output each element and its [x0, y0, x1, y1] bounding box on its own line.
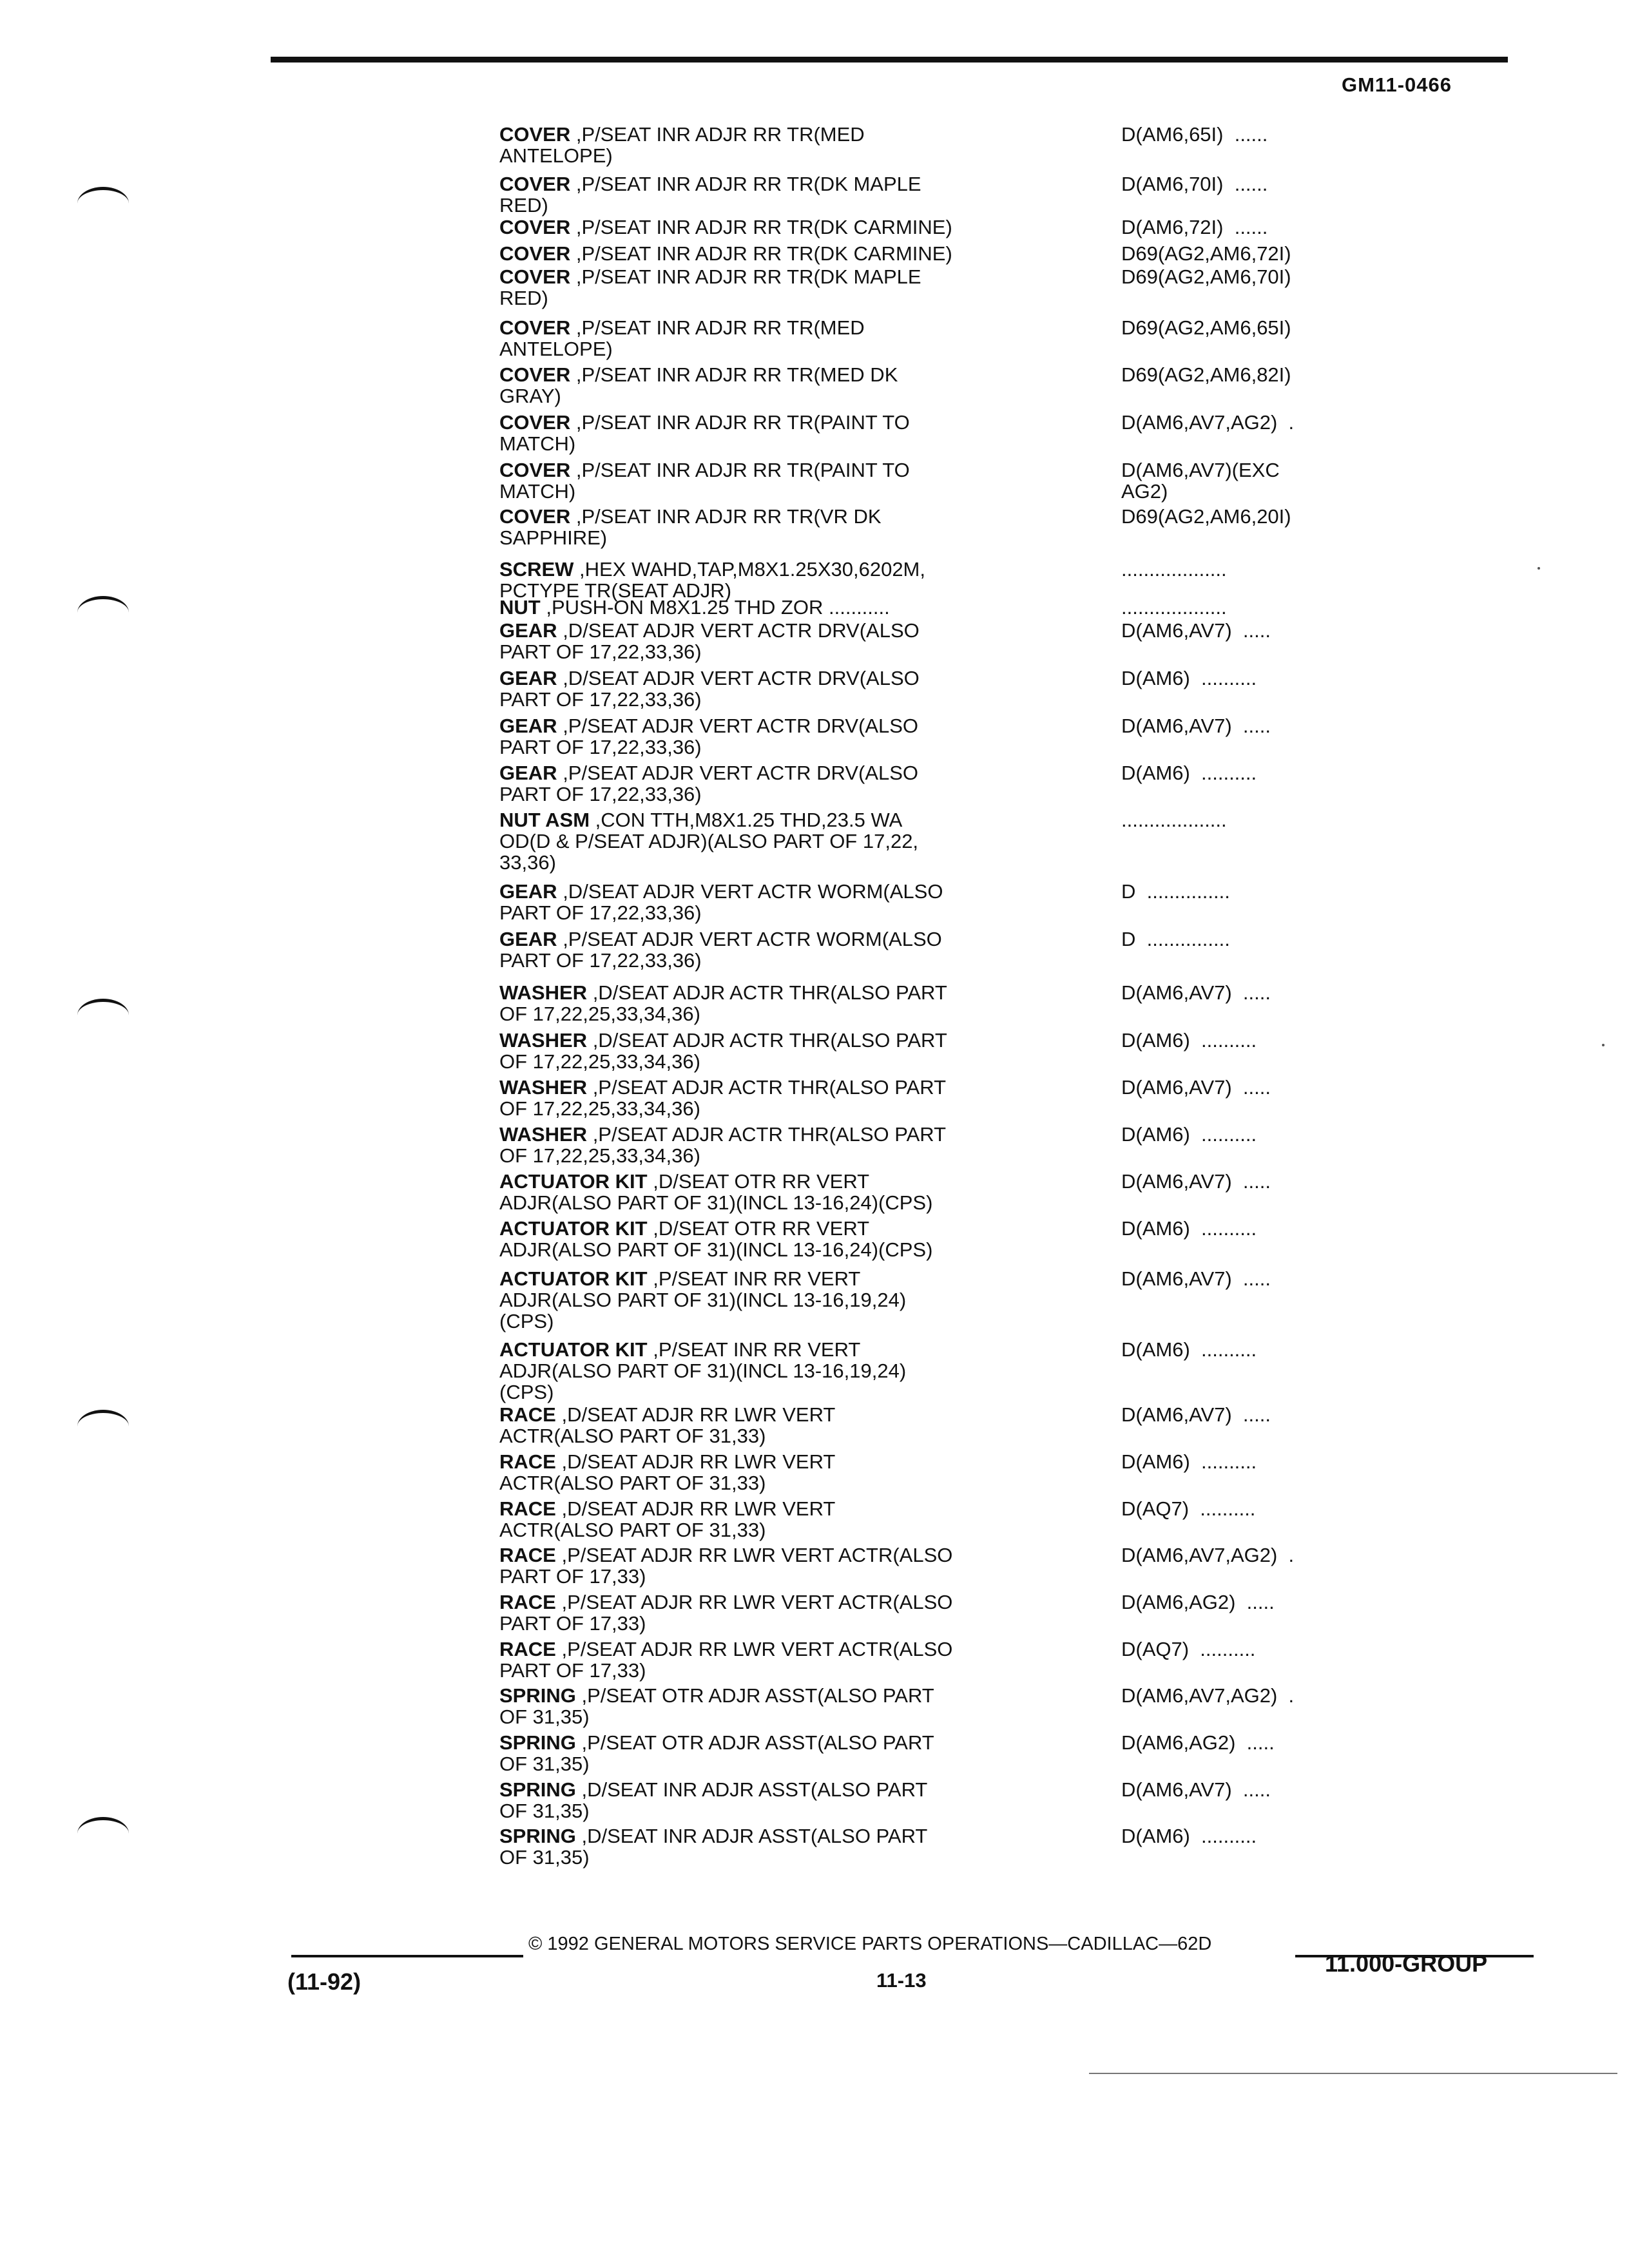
footer-group: 11.000-GROUP	[1325, 1950, 1488, 1977]
usage-code: D(AM6,72I) ......	[1121, 216, 1268, 238]
part-description-continued: (CPS)	[499, 1381, 554, 1404]
scan-edge-line	[1089, 2073, 1617, 2074]
part-description-continued: SAPPHIRE)	[499, 526, 608, 550]
part-description: ,D/SEAT INR ADJR ASST(ALSO PART	[575, 1825, 928, 1847]
part-description-line	[499, 1124, 946, 1144]
footer-page-number: 11-13	[876, 1969, 927, 1992]
part-description: ,PUSH-ON M8X1.25 THD ZOR ...........	[540, 596, 890, 619]
usage-code: D(AM6) ..........	[1121, 1217, 1257, 1240]
usage-code: ...................	[1121, 558, 1227, 581]
usage-code: D69(AG2,AM6,82I)	[1121, 363, 1291, 386]
scan-speck	[1537, 567, 1540, 570]
part-description: ,P/SEAT INR ADJR RR TR(DK CARMINE)	[570, 242, 952, 265]
part-description-continued: ACTR(ALSO PART OF 31,33)	[499, 1472, 766, 1495]
part-description: ,P/SEAT INR ADJR RR TR(MED DK	[570, 363, 898, 386]
part-description-line	[499, 716, 918, 736]
part-description: ,D/SEAT ADJR VERT ACTR WORM(ALSO	[557, 880, 943, 903]
usage-code: D(AM6,AG2) .....	[1121, 1591, 1275, 1613]
part-description-continued: PART OF 17,22,33,36)	[499, 688, 702, 711]
part-name: RACE	[499, 1638, 556, 1660]
scan-speck	[1602, 1044, 1605, 1046]
part-description: ,P/SEAT INR ADJR RR TR(MED	[570, 316, 865, 339]
punch-hole-mark	[77, 999, 129, 1019]
part-description-continued: PART OF 17,33)	[499, 1659, 646, 1682]
part-name: SPRING	[499, 1778, 576, 1801]
part-description: ,P/SEAT OTR ADJR ASST(ALSO PART	[575, 1731, 934, 1754]
part-description-continued: ADJR(ALSO PART OF 31)(INCL 13-16,24)(CPS)	[499, 1191, 933, 1215]
part-description-continued: ADJR(ALSO PART OF 31)(INCL 13-16,19,24)	[499, 1360, 907, 1383]
part-description-line	[499, 244, 952, 264]
usage-code: D(AQ7) ..........	[1121, 1638, 1256, 1660]
part-description-continued: PART OF 17,22,33,36)	[499, 736, 702, 759]
part-description-line	[499, 460, 910, 480]
part-description-line	[499, 881, 943, 901]
part-description-line	[499, 1405, 835, 1425]
part-description: ,D/SEAT ADJR RR LWR VERT	[555, 1450, 836, 1473]
part-description-continued: PART OF 17,33)	[499, 1565, 646, 1588]
part-description-line	[499, 1452, 835, 1472]
part-description-continued: OF 17,22,25,33,34,36)	[499, 1097, 700, 1120]
part-description-continued: OD(D & P/SEAT ADJR)(ALSO PART OF 17,22,	[499, 830, 919, 853]
part-description-line	[499, 929, 942, 949]
usage-code-continued: AG2)	[1121, 480, 1168, 503]
usage-code: D(AM6,AV7,AG2) .	[1121, 1684, 1295, 1707]
usage-code: D(AM6) ..........	[1121, 1825, 1257, 1847]
part-description-continued: 33,36)	[499, 851, 556, 874]
usage-code: D(AM6,AV7,AG2) .	[1121, 1544, 1295, 1566]
part-description-line	[499, 1639, 952, 1659]
part-description-line	[499, 559, 925, 579]
part-description: ,D/SEAT INR ADJR ASST(ALSO PART	[575, 1778, 928, 1801]
part-description-line	[499, 1171, 869, 1191]
part-description-line	[499, 1030, 947, 1050]
usage-code: D(AM6) ..........	[1121, 1338, 1257, 1361]
part-description: ,P/SEAT ADJR VERT ACTR DRV(ALSO	[557, 715, 919, 737]
usage-code: D(AM6,AV7) .....	[1121, 619, 1271, 642]
part-description: ,P/SEAT ADJR ACTR THR(ALSO PART	[587, 1123, 947, 1146]
part-description: ,P/SEAT INR ADJR RR TR(DK MAPLE	[570, 265, 921, 288]
usage-code: D(AM6,70I) ......	[1121, 173, 1268, 195]
part-name: SPRING	[499, 1684, 576, 1707]
part-name: COVER	[499, 265, 571, 288]
part-description: ,D/SEAT ADJR RR LWR VERT	[555, 1497, 836, 1520]
part-description: ,CON TTH,M8X1.25 THD,23.5 WA	[590, 809, 903, 831]
part-name: WASHER	[499, 1123, 588, 1146]
part-description: ,D/SEAT ADJR ACTR THR(ALSO PART	[587, 1029, 947, 1052]
part-description-line	[499, 365, 898, 385]
part-description: ,P/SEAT INR ADJR RR TR(PAINT TO	[570, 411, 910, 434]
part-description-continued: ANTELOPE)	[499, 144, 613, 168]
part-name: COVER	[499, 505, 571, 528]
part-name: NUT	[499, 596, 541, 619]
usage-code: D69(AG2,AM6,20I)	[1121, 505, 1291, 528]
part-name: ACTUATOR KIT	[499, 1267, 648, 1290]
usage-code: D(AM6,AV7) .....	[1121, 1403, 1271, 1426]
usage-code: D(AM6,AV7)(EXC	[1121, 459, 1280, 481]
part-description: ,D/SEAT OTR RR VERT	[647, 1170, 870, 1193]
part-description-continued: PART OF 17,33)	[499, 1612, 646, 1635]
part-name: SCREW	[499, 558, 574, 581]
part-description: ,P/SEAT INR ADJR RR TR(DK CARMINE)	[570, 216, 952, 238]
part-name: ACTUATOR KIT	[499, 1170, 648, 1193]
part-description-line	[499, 1826, 927, 1846]
part-description-continued: OF 17,22,25,33,34,36)	[499, 1144, 700, 1168]
part-name: COVER	[499, 363, 571, 386]
part-description-continued: (CPS)	[499, 1310, 554, 1333]
usage-code: D ...............	[1121, 928, 1230, 950]
part-name: SPRING	[499, 1825, 576, 1847]
usage-code: D(AQ7) ..........	[1121, 1497, 1256, 1520]
usage-code: D(AM6,AG2) .....	[1121, 1731, 1275, 1754]
part-description-continued: ACTR(ALSO PART OF 31,33)	[499, 1425, 766, 1448]
part-description-continued: RED)	[499, 194, 548, 217]
part-description: ,D/SEAT ADJR VERT ACTR DRV(ALSO	[557, 619, 920, 642]
part-name: RACE	[499, 1544, 556, 1566]
usage-code: D(AM6) ..........	[1121, 1123, 1257, 1146]
part-name: SPRING	[499, 1731, 576, 1754]
usage-code: D69(AG2,AM6,72I)	[1121, 242, 1291, 265]
usage-code: D(AM6) ..........	[1121, 667, 1257, 689]
usage-code: D69(AG2,AM6,70I)	[1121, 265, 1291, 288]
punch-hole-mark	[77, 187, 129, 207]
part-name: WASHER	[499, 1029, 588, 1052]
part-description: ,D/SEAT ADJR RR LWR VERT	[555, 1403, 836, 1426]
part-description: ,P/SEAT INR ADJR RR TR(MED	[570, 123, 865, 146]
usage-code: D(AM6) ..........	[1121, 1450, 1257, 1473]
usage-code: D(AM6,AV7) .....	[1121, 1267, 1271, 1290]
part-description: ,P/SEAT INR RR VERT	[647, 1338, 861, 1361]
part-name: COVER	[499, 316, 571, 339]
part-description: ,P/SEAT INR ADJR RR TR(PAINT TO	[570, 459, 910, 481]
part-description-line	[499, 1269, 860, 1289]
part-description-line	[499, 810, 902, 830]
part-name: COVER	[499, 173, 571, 195]
part-description: ,P/SEAT ADJR ACTR THR(ALSO PART	[587, 1076, 947, 1099]
usage-code: ...................	[1121, 596, 1227, 619]
part-description-continued: MATCH)	[499, 432, 576, 456]
part-description-continued: OF 31,35)	[499, 1800, 590, 1823]
usage-code: ...................	[1121, 809, 1227, 831]
part-description-continued: OF 17,22,25,33,34,36)	[499, 1050, 700, 1073]
part-description-line	[499, 1780, 927, 1800]
part-description-continued: PCTYPE TR(SEAT ADJR)	[499, 579, 732, 602]
part-description: ,P/SEAT ADJR RR LWR VERT ACTR(ALSO	[555, 1544, 953, 1566]
part-description-line	[499, 1218, 869, 1238]
part-description: ,P/SEAT ADJR RR LWR VERT ACTR(ALSO	[555, 1591, 953, 1613]
part-description: ,P/SEAT ADJR RR LWR VERT ACTR(ALSO	[555, 1638, 953, 1660]
usage-code: D(AM6,AV7) .....	[1121, 1778, 1271, 1801]
part-description-line	[499, 506, 882, 526]
part-name: GEAR	[499, 762, 557, 784]
part-description-continued: RED)	[499, 287, 548, 310]
usage-code: D ...............	[1121, 880, 1230, 903]
part-name: GEAR	[499, 667, 557, 689]
part-description-continued: PART OF 17,22,33,36)	[499, 901, 702, 925]
part-description: ,P/SEAT ADJR VERT ACTR DRV(ALSO	[557, 762, 919, 784]
part-description-continued: OF 31,35)	[499, 1846, 590, 1869]
part-name: GEAR	[499, 928, 557, 950]
usage-code: D(AM6,AV7) .....	[1121, 981, 1271, 1004]
part-description-continued: PART OF 17,22,33,36)	[499, 949, 702, 972]
part-name: COVER	[499, 242, 571, 265]
part-description-continued: ANTELOPE)	[499, 338, 613, 361]
part-name: GEAR	[499, 619, 557, 642]
part-name: RACE	[499, 1497, 556, 1520]
part-description: ,P/SEAT INR ADJR RR TR(VR DK	[570, 505, 882, 528]
part-description-line	[499, 1686, 934, 1706]
part-description-line	[499, 412, 910, 432]
part-description: ,D/SEAT OTR RR VERT	[647, 1217, 870, 1240]
part-description-continued: OF 17,22,25,33,34,36)	[499, 1003, 700, 1026]
part-description-line	[499, 318, 865, 338]
usage-code: D(AM6,AV7) .....	[1121, 1076, 1271, 1099]
part-name: COVER	[499, 411, 571, 434]
part-description-line	[499, 1340, 860, 1360]
part-description-continued: MATCH)	[499, 480, 576, 503]
part-description-line	[499, 620, 920, 640]
part-description-line	[499, 124, 865, 144]
part-name: GEAR	[499, 880, 557, 903]
part-description: ,D/SEAT ADJR VERT ACTR DRV(ALSO	[557, 667, 920, 689]
part-description: ,P/SEAT ADJR VERT ACTR WORM(ALSO	[557, 928, 942, 950]
part-description-continued: PART OF 17,22,33,36)	[499, 640, 702, 664]
part-description-line	[499, 983, 947, 1003]
part-description-line	[499, 763, 918, 783]
usage-code: D(AM6) ..........	[1121, 1029, 1257, 1052]
part-description: ,P/SEAT OTR ADJR ASST(ALSO PART	[575, 1684, 934, 1707]
part-name: RACE	[499, 1450, 556, 1473]
part-description-line	[499, 1592, 952, 1612]
usage-code: D(AM6,65I) ......	[1121, 123, 1268, 146]
footer-rule-left	[291, 1955, 523, 1957]
part-name: COVER	[499, 123, 571, 146]
part-name: WASHER	[499, 1076, 588, 1099]
part-name: ACTUATOR KIT	[499, 1217, 648, 1240]
footer-date: (11-92)	[287, 1968, 361, 1995]
usage-code: D(AM6,AV7) .....	[1121, 1170, 1271, 1193]
part-description-line	[499, 1499, 835, 1519]
part-name: COVER	[499, 216, 571, 238]
part-description-line	[499, 1733, 934, 1753]
punch-hole-mark	[77, 596, 129, 616]
punch-hole-mark	[77, 1817, 129, 1837]
part-name: COVER	[499, 459, 571, 481]
part-name: RACE	[499, 1591, 556, 1613]
part-name: GEAR	[499, 715, 557, 737]
part-description-continued: ACTR(ALSO PART OF 31,33)	[499, 1519, 766, 1542]
part-description-line	[499, 1545, 952, 1565]
part-description: ,P/SEAT INR ADJR RR TR(DK MAPLE	[570, 173, 921, 195]
usage-code: D(AM6) ..........	[1121, 762, 1257, 784]
document-id: GM11-0466	[1342, 73, 1452, 96]
usage-code: D(AM6,AV7) .....	[1121, 715, 1271, 737]
part-description-continued: PART OF 17,22,33,36)	[499, 783, 702, 806]
part-description-continued: ADJR(ALSO PART OF 31)(INCL 13-16,19,24)	[499, 1289, 907, 1312]
part-description-continued: OF 31,35)	[499, 1753, 590, 1776]
usage-code: D69(AG2,AM6,65I)	[1121, 316, 1291, 339]
footer-copyright: © 1992 GENERAL MOTORS SERVICE PARTS OPERATIONS—CADILLAC—62D	[528, 1934, 1212, 1954]
top-rule	[271, 57, 1508, 62]
part-description-line	[499, 174, 921, 194]
part-description-continued: ADJR(ALSO PART OF 31)(INCL 13-16,24)(CPS)	[499, 1238, 933, 1262]
part-description-line	[499, 267, 921, 287]
part-description-continued: GRAY)	[499, 385, 561, 408]
part-name: NUT ASM	[499, 809, 590, 831]
part-description: ,P/SEAT INR RR VERT	[647, 1267, 861, 1290]
part-description-line	[499, 1077, 946, 1097]
part-description: ,D/SEAT ADJR ACTR THR(ALSO PART	[587, 981, 947, 1004]
part-name: WASHER	[499, 981, 588, 1004]
part-description-line	[499, 217, 952, 237]
punch-hole-mark	[77, 1410, 129, 1430]
part-description-continued: OF 31,35)	[499, 1706, 590, 1729]
usage-code: D(AM6,AV7,AG2) .	[1121, 411, 1295, 434]
part-description: ,HEX WAHD,TAP,M8X1.25X30,6202M,	[574, 558, 925, 581]
part-name: RACE	[499, 1403, 556, 1426]
part-description-line	[499, 668, 920, 688]
part-description-line	[499, 597, 890, 617]
part-name: ACTUATOR KIT	[499, 1338, 648, 1361]
